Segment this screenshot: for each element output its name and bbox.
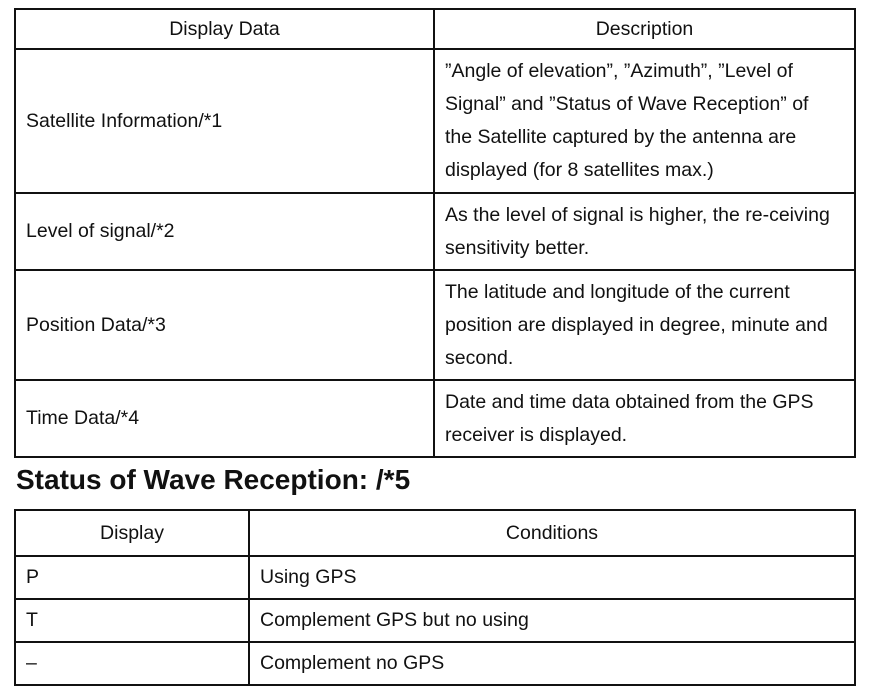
display-data-cell: Satellite Information/*1 — [15, 49, 434, 193]
table-row-status-dash — [15, 642, 855, 685]
column-header-display-data: Display Data — [15, 9, 434, 49]
table-row-satellite-information — [15, 49, 855, 193]
table-row-time-data — [15, 380, 855, 457]
display-data-table — [14, 8, 856, 458]
display-data-cell: Position Data/*3 — [15, 270, 434, 380]
table-row-status-t — [15, 599, 855, 642]
status-condition-cell: Complement GPS but no using — [249, 599, 855, 642]
display-data-cell: Time Data/*4 — [15, 380, 434, 457]
status-display-cell: – — [15, 642, 249, 685]
table-header-row — [15, 9, 855, 49]
status-condition-cell: Using GPS — [249, 556, 855, 599]
table-row-level-of-signal — [15, 193, 855, 270]
status-condition-cell: Complement no GPS — [249, 642, 855, 685]
column-header-description: Description — [434, 9, 855, 49]
wave-reception-status-table — [14, 509, 856, 686]
table-row-status-p — [15, 556, 855, 599]
section-title: Status of Wave Reception: /*5 — [16, 464, 411, 495]
description-cell: The latitude and longitude of the current position are displayed in degree, minute and second. — [434, 270, 855, 380]
description-cell: ”Angle of elevation”, ”Azimuth”, ”Level of Signal” and ”Status of Wave Reception” of the Satellite captured by the antenna are displayed (for 8 satellites max.) — [434, 49, 855, 193]
column-header-conditions: Conditions — [249, 510, 855, 556]
status-display-cell: T — [15, 599, 249, 642]
column-header-display: Display — [15, 510, 249, 556]
display-data-cell: Level of signal/*2 — [15, 193, 434, 270]
description-cell: Date and time data obtained from the GPS receiver is displayed. — [434, 380, 855, 457]
table-row-position-data — [15, 270, 855, 380]
description-cell: As the level of signal is higher, the re-ceiving sensitivity better. — [434, 193, 855, 270]
table-header-row — [15, 510, 855, 556]
status-display-cell: P — [15, 556, 249, 599]
